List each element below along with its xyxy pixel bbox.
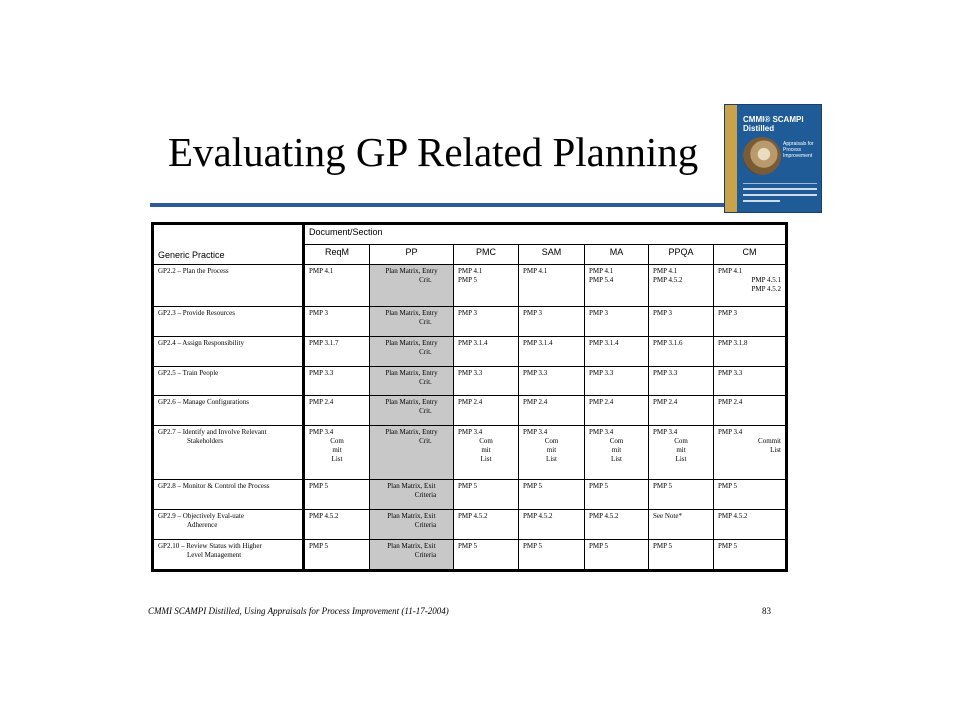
cell-text: PMP 3.3 bbox=[309, 368, 334, 377]
document-section-header: Document/Section bbox=[304, 224, 787, 245]
cell-text: PMP 4.1 bbox=[653, 267, 678, 275]
cell-cm bbox=[714, 509, 787, 539]
cell-text: PMP 3.1.6 bbox=[653, 338, 683, 347]
column-header-ppqa: PPQA bbox=[649, 245, 714, 265]
cell-text: Com bbox=[330, 437, 344, 446]
generic-practice-cell bbox=[153, 426, 304, 479]
cell-text: Criteria bbox=[414, 490, 437, 499]
cell-text: PMP 5 bbox=[589, 481, 609, 490]
cell-sam bbox=[519, 306, 585, 336]
cell-text: PMP 3 bbox=[458, 308, 478, 317]
cell-pmc bbox=[454, 509, 519, 539]
cell-text: Plan Matrix, Exit bbox=[387, 511, 436, 520]
book-author-line bbox=[743, 188, 817, 190]
cell-text: mit bbox=[611, 446, 622, 455]
table-row bbox=[153, 306, 787, 336]
cell-text: Crit. bbox=[419, 347, 432, 356]
cell-text: PMP 3.1.4 bbox=[589, 338, 619, 347]
cell-text: Crit. bbox=[419, 276, 432, 284]
cell-text: PMP 2.4 bbox=[718, 398, 743, 407]
generic-practice-cell bbox=[153, 366, 304, 396]
table-row bbox=[153, 396, 787, 426]
book-cover-title: CMMI® SCAMPI Distilled bbox=[743, 115, 804, 133]
generic-practice-text: Stakeholders bbox=[187, 437, 224, 446]
cell-text: List bbox=[331, 455, 343, 464]
cell-text: PMP 4.5.2 bbox=[751, 285, 781, 293]
cell-pmc bbox=[454, 426, 519, 479]
cell-text: PMP 3.4 bbox=[653, 428, 678, 437]
cell-pp bbox=[370, 426, 454, 479]
cell-text: PMP 4.5.2 bbox=[523, 511, 553, 520]
cell-text: Crit. bbox=[419, 317, 432, 326]
cell-text: PMP 2.4 bbox=[309, 398, 334, 407]
matrix-body bbox=[153, 265, 787, 571]
cell-text: Plan Matrix, Exit bbox=[387, 481, 436, 490]
cell-sam bbox=[519, 366, 585, 396]
cell-text: PMP 5 bbox=[718, 541, 738, 550]
column-header-ma: MA bbox=[585, 245, 649, 265]
cell-text: PMP 4.5.2 bbox=[718, 511, 748, 520]
cell-pmc bbox=[454, 479, 519, 509]
cell-text: PMP 3.3 bbox=[458, 368, 483, 377]
cell-text: PMP 3.3 bbox=[718, 368, 743, 377]
generic-practice-text: GP2.7 – Identify and Involve Relevant bbox=[158, 428, 267, 437]
column-header-pp: PP bbox=[370, 245, 454, 265]
table-row bbox=[153, 265, 787, 307]
cell-ma bbox=[585, 539, 649, 570]
cell-text: PMP 5 bbox=[458, 276, 478, 284]
cell-pmc bbox=[454, 539, 519, 570]
cell-sam bbox=[519, 509, 585, 539]
cell-text: PMP 3 bbox=[653, 308, 673, 317]
cell-text: PMP 3 bbox=[718, 308, 738, 317]
table-row bbox=[153, 479, 787, 509]
cell-pp bbox=[370, 479, 454, 509]
nautilus-shell-icon bbox=[743, 137, 781, 175]
slide-title: Evaluating GP Related Planning bbox=[168, 129, 699, 175]
cell-ma bbox=[585, 479, 649, 509]
cell-text: Plan Matrix, Entry bbox=[385, 428, 438, 437]
cell-pp bbox=[370, 539, 454, 570]
cell-text: Plan Matrix, Entry bbox=[385, 308, 438, 317]
cell-cm bbox=[714, 426, 787, 479]
cell-sam bbox=[519, 396, 585, 426]
cell-text: PMP 3.4 bbox=[718, 428, 743, 437]
cell-ma bbox=[585, 306, 649, 336]
cell-text: PMP 3.1.4 bbox=[458, 338, 488, 347]
cell-text: PMP 2.4 bbox=[653, 398, 678, 407]
cell-text: PMP 4.5.1 bbox=[751, 276, 781, 284]
table-row bbox=[153, 366, 787, 396]
cell-text: PMP 4.1 bbox=[523, 267, 548, 275]
cell-ma bbox=[585, 366, 649, 396]
cell-text: Plan Matrix, Exit bbox=[387, 541, 436, 550]
cell-text: PMP 5 bbox=[653, 481, 673, 490]
cell-cm bbox=[714, 306, 787, 336]
generic-practice-text: GP2.8 – Monitor & Control the Process bbox=[158, 481, 270, 490]
cell-text: Crit. bbox=[419, 377, 432, 386]
column-header-cm: CM bbox=[714, 245, 787, 265]
cell-text: Plan Matrix, Entry bbox=[385, 368, 438, 377]
cell-pmc bbox=[454, 396, 519, 426]
cell-text: PMP 3 bbox=[309, 308, 329, 317]
cell-text: PMP 2.4 bbox=[523, 398, 548, 407]
generic-practice-cell bbox=[153, 539, 304, 570]
cell-text: PMP 4.1 bbox=[589, 267, 614, 275]
column-header-sam: SAM bbox=[519, 245, 585, 265]
cell-text: PMP 4.1 bbox=[718, 267, 743, 275]
table-row bbox=[153, 426, 787, 479]
cell-text: PMP 3.4 bbox=[458, 428, 483, 437]
cell-ma bbox=[585, 336, 649, 366]
gp-planning-matrix bbox=[151, 222, 788, 572]
cell-ma bbox=[585, 426, 649, 479]
cell-reqm bbox=[304, 265, 370, 307]
generic-practice-cell bbox=[153, 396, 304, 426]
generic-practice-text: Level Management bbox=[187, 550, 242, 559]
generic-practice-cell bbox=[153, 306, 304, 336]
cell-text: Com bbox=[674, 437, 688, 446]
cell-sam bbox=[519, 539, 585, 570]
cell-text: PMP 3.1.4 bbox=[523, 338, 553, 347]
cell-reqm bbox=[304, 396, 370, 426]
cell-text: PMP 4.1 bbox=[458, 267, 483, 275]
generic-practice-text: GP2.9 – Objectively Eval-uate bbox=[158, 511, 244, 520]
cell-ma bbox=[585, 396, 649, 426]
book-author-line bbox=[743, 194, 817, 196]
cell-text: Com bbox=[544, 437, 559, 446]
cell-text: PMP 4.5.2 bbox=[653, 276, 683, 284]
generic-practice-text: GP2.3 – Provide Resources bbox=[158, 308, 235, 317]
cell-pmc bbox=[454, 366, 519, 396]
cell-text: Com bbox=[479, 437, 493, 446]
cell-text: PMP 3.4 bbox=[309, 428, 334, 437]
generic-practice-cell bbox=[153, 509, 304, 539]
generic-practice-header: Generic Practice bbox=[153, 224, 304, 265]
generic-practice-cell bbox=[153, 336, 304, 366]
cell-text: PMP 3.4 bbox=[523, 428, 548, 437]
page-number: 83 bbox=[762, 606, 771, 616]
cell-text: PMP 5 bbox=[309, 541, 329, 550]
cell-text: mit bbox=[546, 446, 557, 455]
cell-text: PMP 4.5.2 bbox=[458, 511, 488, 520]
cell-cm bbox=[714, 265, 787, 307]
book-cover-subtitle: Appraisals for Process Improvement bbox=[783, 141, 814, 159]
cell-ppqa bbox=[649, 336, 714, 366]
generic-practice-text: GP2.6 – Manage Configurations bbox=[158, 398, 249, 407]
cell-text: PMP 3.4 bbox=[589, 428, 614, 437]
cell-text: Crit. bbox=[419, 407, 432, 416]
cell-text: List bbox=[546, 455, 557, 464]
cell-text: PMP 3.1.8 bbox=[718, 338, 748, 347]
cell-text: Plan Matrix, Entry bbox=[385, 267, 438, 275]
cell-reqm bbox=[304, 509, 370, 539]
cell-text: PMP 4.5.2 bbox=[589, 511, 619, 520]
cell-pp bbox=[370, 306, 454, 336]
cell-text: PMP 4.1 bbox=[309, 267, 334, 275]
cell-pp bbox=[370, 396, 454, 426]
cell-ppqa bbox=[649, 479, 714, 509]
cell-cm bbox=[714, 366, 787, 396]
cell-text: PMP 3 bbox=[589, 308, 609, 317]
cell-text: PMP 2.4 bbox=[589, 398, 614, 407]
cell-reqm bbox=[304, 426, 370, 479]
cell-sam bbox=[519, 426, 585, 479]
cell-text: See Note* bbox=[653, 511, 682, 520]
cell-text: PMP 3.3 bbox=[653, 368, 678, 377]
cell-ppqa bbox=[649, 426, 714, 479]
column-header-reqm: ReqM bbox=[304, 245, 370, 265]
cell-reqm bbox=[304, 366, 370, 396]
cell-text: Plan Matrix, Entry bbox=[385, 398, 438, 407]
cell-text: List bbox=[770, 446, 781, 455]
cell-text: PMP 3.3 bbox=[523, 368, 548, 377]
cell-cm bbox=[714, 396, 787, 426]
cell-sam bbox=[519, 336, 585, 366]
cell-text: mit bbox=[676, 446, 686, 455]
table-row bbox=[153, 539, 787, 570]
cell-text: PMP 4.5.2 bbox=[309, 511, 339, 520]
cell-reqm bbox=[304, 539, 370, 570]
cell-ppqa bbox=[649, 396, 714, 426]
cell-text: PMP 5 bbox=[589, 541, 609, 550]
cell-text: mit bbox=[481, 446, 491, 455]
cell-pmc bbox=[454, 265, 519, 307]
cell-pmc bbox=[454, 306, 519, 336]
cell-pp bbox=[370, 336, 454, 366]
cell-text: Commit bbox=[758, 437, 781, 446]
cell-reqm bbox=[304, 336, 370, 366]
cell-text: mit bbox=[332, 446, 342, 455]
cell-text: Criteria bbox=[414, 520, 437, 529]
cell-ppqa bbox=[649, 509, 714, 539]
cell-ppqa bbox=[649, 366, 714, 396]
generic-practice-text: GP2.4 – Assign Responsibility bbox=[158, 338, 244, 347]
cell-text: PMP 5 bbox=[458, 541, 478, 550]
generic-practice-text: GP2.2 – Plan the Process bbox=[158, 267, 229, 275]
cell-cm bbox=[714, 539, 787, 570]
cell-text: PMP 5 bbox=[718, 481, 738, 490]
cell-text: List bbox=[480, 455, 492, 464]
cell-text: PMP 2.4 bbox=[458, 398, 483, 407]
cell-text: Com bbox=[609, 437, 624, 446]
cell-sam bbox=[519, 265, 585, 307]
cell-text: List bbox=[675, 455, 687, 464]
cell-pmc bbox=[454, 336, 519, 366]
cell-pp bbox=[370, 265, 454, 307]
cell-text: List bbox=[611, 455, 622, 464]
footer-citation: CMMI SCAMPI Distilled, Using Appraisals for Process Improvement (11-17-2004) bbox=[148, 606, 449, 616]
cell-reqm bbox=[304, 306, 370, 336]
cell-text: PMP 5 bbox=[458, 481, 478, 490]
cell-pp bbox=[370, 366, 454, 396]
book-spine bbox=[725, 105, 737, 212]
column-header-pmc: PMC bbox=[454, 245, 519, 265]
book-cover-image bbox=[724, 104, 822, 213]
generic-practice-cell bbox=[153, 479, 304, 509]
book-author-line bbox=[743, 200, 780, 202]
cell-sam bbox=[519, 479, 585, 509]
cell-text: PMP 5 bbox=[523, 481, 543, 490]
cell-cm bbox=[714, 479, 787, 509]
generic-practice-text: GP2.5 – Train People bbox=[158, 368, 219, 377]
cell-text: PMP 5.4 bbox=[589, 276, 614, 284]
generic-practice-cell bbox=[153, 265, 304, 307]
cell-reqm bbox=[304, 479, 370, 509]
cell-text: PMP 3.3 bbox=[589, 368, 614, 377]
title-rule bbox=[150, 203, 730, 207]
cell-ppqa bbox=[649, 306, 714, 336]
cell-text: Plan Matrix, Entry bbox=[385, 338, 438, 347]
cell-text: PMP 3 bbox=[523, 308, 543, 317]
cell-ppqa bbox=[649, 539, 714, 570]
cell-text: PMP 5 bbox=[653, 541, 673, 550]
cell-text: PMP 5 bbox=[523, 541, 543, 550]
cell-text: PMP 5 bbox=[309, 481, 329, 490]
cell-cm bbox=[714, 336, 787, 366]
table-row bbox=[153, 509, 787, 539]
cell-ppqa bbox=[649, 265, 714, 307]
cell-text: Criteria bbox=[414, 550, 437, 559]
cell-ma bbox=[585, 509, 649, 539]
table-row bbox=[153, 336, 787, 366]
cell-ma bbox=[585, 265, 649, 307]
cell-text: Crit. bbox=[419, 437, 432, 446]
generic-practice-text: GP2.10 – Review Status with Higher bbox=[158, 541, 262, 550]
cell-text: PMP 3.1.7 bbox=[309, 338, 339, 347]
book-authors-block bbox=[743, 183, 817, 206]
cell-pp bbox=[370, 509, 454, 539]
generic-practice-text: Adherence bbox=[187, 520, 218, 529]
